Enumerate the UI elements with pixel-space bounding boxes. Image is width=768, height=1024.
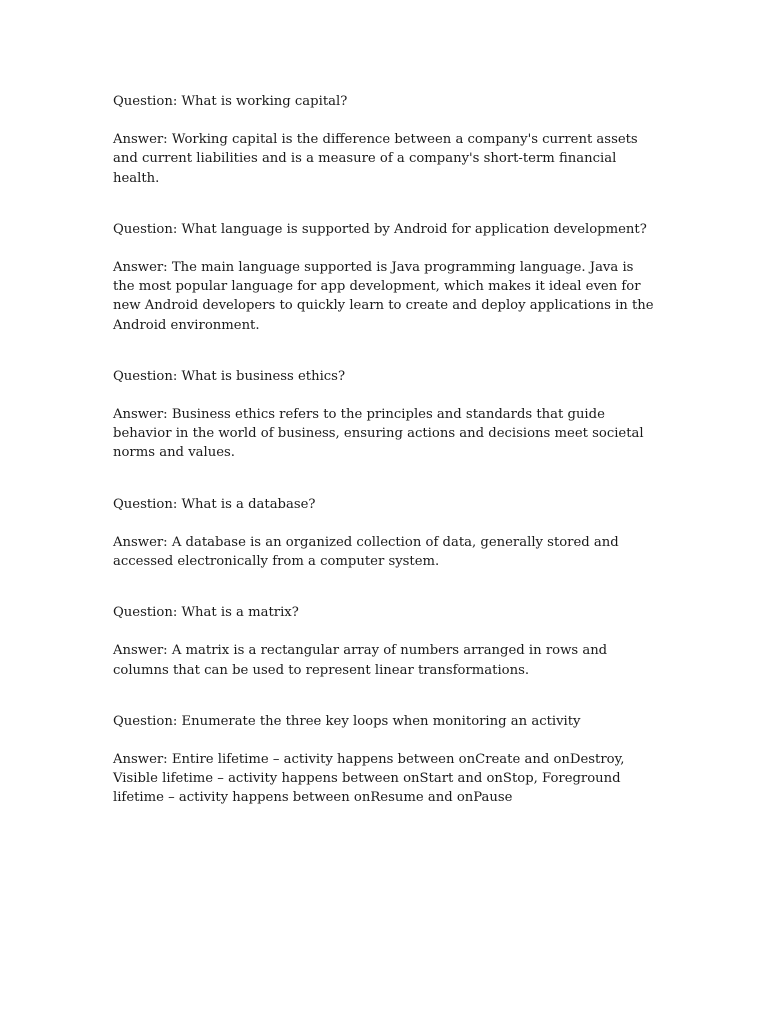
qa-item-matrix bbox=[113, 603, 658, 680]
qa-item-working-capital bbox=[113, 92, 658, 188]
answer-text: Answer: Entire lifetime – activity happens between onCreate and onDestroy, Visible lifetime – activity happens between onStart and onStop, Foreground lifetime – activity happens between onResume and onPause bbox=[113, 752, 625, 806]
question-text: Question: What is a matrix? bbox=[113, 605, 299, 621]
qa-item-android-language bbox=[113, 220, 658, 335]
qa-item-business-ethics bbox=[113, 367, 658, 463]
question-text: Question: What language is supported by Android for application development? bbox=[113, 221, 647, 237]
question-text: Question: What is working capital? bbox=[113, 94, 348, 109]
answer-text: Answer: The main language supported is Java programming language. Java is the most popular language for app development, which makes it ideal even for new Android developers to quickly learn to create and deploy applications in the Android environment. bbox=[113, 260, 654, 333]
question-text: Question: Enumerate the three key loops when monitoring an activity bbox=[113, 713, 581, 729]
answer-text: Answer: A database is an organized collection of data, generally stored and accessed electronically from a computer system. bbox=[113, 534, 619, 570]
answer-text: Answer: Business ethics refers to the principles and standards that guide behavior in the world of business, ensuring actions and decisions meet societal norms and values. bbox=[113, 407, 644, 461]
qa-item-activity-loops bbox=[113, 712, 658, 808]
question-text: Question: What is business ethics? bbox=[113, 368, 346, 384]
answer-text: Answer: Working capital is the difference between a company's current assets and current liabilities and is a measure of a company's short-term financial health. bbox=[113, 132, 638, 186]
answer-text: Answer: A matrix is a rectangular array of numbers arranged in rows and columns that can be used to represent linear transformations. bbox=[113, 643, 608, 678]
qa-list bbox=[113, 92, 658, 808]
qa-item-database bbox=[113, 495, 658, 572]
question-text: Question: What is a database? bbox=[113, 496, 316, 512]
